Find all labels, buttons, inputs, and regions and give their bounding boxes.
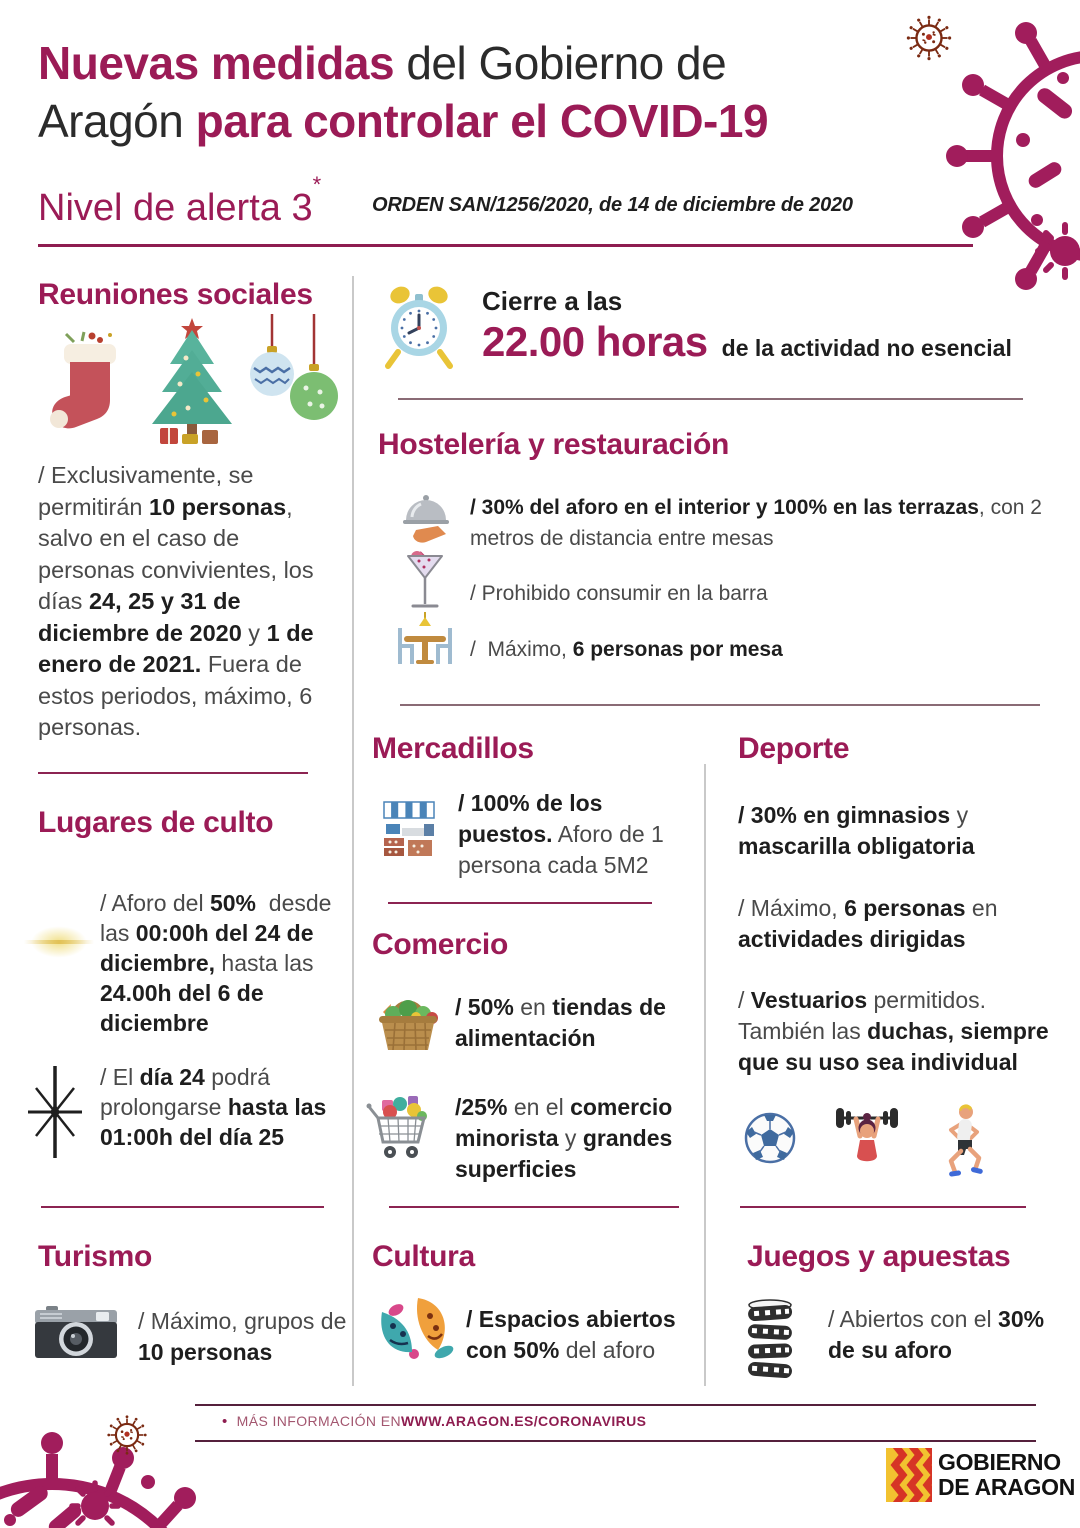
logo-line2: DE ARAGON <box>938 1474 1076 1500</box>
deporte-item-2: / Máximo, 6 personas en actividades dirigidas <box>738 895 1004 952</box>
cloche-icon <box>400 490 452 544</box>
divider-hosteleria <box>400 704 1040 706</box>
deporte-item-3: / Vestuarios permitidos. También las duchas, siempre que su uso sea individual <box>738 987 1056 1075</box>
divider-comercio-cultura <box>389 1206 679 1208</box>
christmas-stocking-icon <box>44 328 129 438</box>
column-divider-left <box>352 276 354 1386</box>
divider-lugares-turismo <box>41 1206 324 1208</box>
section-title-cultura: Cultura <box>372 1240 475 1273</box>
deporte-item-1: / 30% en gimnasios y mascarilla obligatoria <box>738 802 975 859</box>
food-basket-icon <box>375 990 441 1052</box>
christmas-tree-icon <box>136 316 248 446</box>
virus-outline-icon <box>104 1412 150 1458</box>
footer-bullet: • <box>222 1413 228 1430</box>
footer-info-url: WWW.ARAGON.ES/CORONAVIRUS <box>400 1413 647 1429</box>
soccer-ball-icon <box>744 1112 796 1164</box>
divider-closing <box>398 398 1023 400</box>
section-title-turismo: Turismo <box>38 1240 153 1273</box>
alert-note-mark: * <box>312 172 322 197</box>
section-title-deporte: Deporte <box>738 732 850 765</box>
section-title-juegos: Juegos y apuestas <box>747 1240 1011 1273</box>
column-divider-right <box>704 764 706 1386</box>
footer-rule-top <box>195 1404 1036 1406</box>
section-title-reuniones: Reuniones sociales <box>38 278 313 311</box>
page-title-line2: Aragón para controlar el COVID-19 <box>38 95 769 147</box>
juegos-item-1: / Abiertos con el 30% de su aforo <box>828 1306 1051 1363</box>
reuniones-body: / Exclusivamente, se permitirán 10 personas, salvo en el caso de personas convivientes, los días 24, 25 y 31 de diciembre de 2020 y 1 de enero de 2021. Fuera de estos periodos, máximo, 6 personas. <box>38 462 321 740</box>
footer-rule-bottom <box>195 1440 1036 1442</box>
light-glow-icon <box>22 916 96 968</box>
section-title-lugares: Lugares de culto <box>38 806 274 839</box>
cultura-item-1: / Espacios abiertos con 50% del aforo <box>466 1306 683 1363</box>
section-title-mercadillos: Mercadillos <box>372 732 534 765</box>
theater-masks-icon <box>378 1294 456 1360</box>
logo-line1: GOBIERNO <box>938 1449 1061 1475</box>
shopping-cart-icon <box>366 1090 432 1164</box>
section-title-hosteleria: Hostelería y restauración <box>378 428 729 461</box>
government-logo <box>938 1450 1075 1500</box>
hosteleria-item-2: / Prohibido consumir en la barra <box>470 582 768 605</box>
hosteleria-item-1: / 30% del aforo en el interior y 100% en las terrazas, con 2 metros de distancia entre mesas <box>470 496 1048 550</box>
lugares-item-1: / Aforo del 50% desde las 00:00h del 24 de diciembre, hasta las 24.00h del 6 de diciembre <box>100 890 338 1036</box>
page-title <box>38 34 878 150</box>
divider-reuniones-lugares <box>38 772 308 774</box>
header-rule <box>38 244 973 247</box>
mercadillos-item-1: / 100% de los puestos. Aforo de 1 persona cada 5M2 <box>458 790 671 878</box>
section-title-comercio: Comercio <box>372 928 508 961</box>
table-chairs-icon <box>392 612 458 668</box>
footer-info <box>222 1413 646 1430</box>
divider-deporte-juegos <box>740 1206 1026 1208</box>
closing-detail: de la actividad no esencial <box>721 335 1012 361</box>
closing-time: 22.00 horas <box>482 318 708 365</box>
alert-level: Nivel de alerta 3* <box>38 172 322 229</box>
hosteleria-item-3: / Máximo, 6 personas por mesa <box>470 638 783 661</box>
market-stall-icon <box>382 800 436 858</box>
closing-intro: Cierre a las <box>482 286 623 316</box>
comercio-item-1: / 50% en tiendas de alimentación <box>455 994 673 1051</box>
weightlifter-icon <box>836 1100 898 1180</box>
christmas-baubles-icon <box>246 314 342 436</box>
page-title-line1: Nuevas medidas del Gobierno de <box>38 37 727 89</box>
poker-chips-icon <box>746 1298 794 1384</box>
aragon-emblem-icon <box>886 1448 932 1502</box>
cocktail-icon <box>404 548 446 622</box>
divider-mercadillos-comercio <box>388 902 652 904</box>
footer-info-prefix: MÁS INFORMACIÓN EN <box>236 1413 401 1429</box>
closing-time-row <box>482 318 1012 366</box>
alarm-clock-icon <box>378 282 460 370</box>
turismo-item-1: / Máximo, grupos de 10 personas <box>138 1308 353 1365</box>
camera-icon <box>34 1302 118 1360</box>
comercio-item-2: /25% en el comercio minorista y grandes superficies <box>455 1094 679 1182</box>
lugares-item-2: / El día 24 podrá prolongarse hasta las 01:00h del día 25 <box>100 1064 333 1150</box>
order-reference: ORDEN SAN/1256/2020, de 14 de diciembre de 2020 <box>372 194 853 216</box>
virus-solid-icon <box>935 8 1080 290</box>
star-sparkle-icon <box>26 1066 84 1158</box>
runner-icon <box>936 1102 984 1180</box>
